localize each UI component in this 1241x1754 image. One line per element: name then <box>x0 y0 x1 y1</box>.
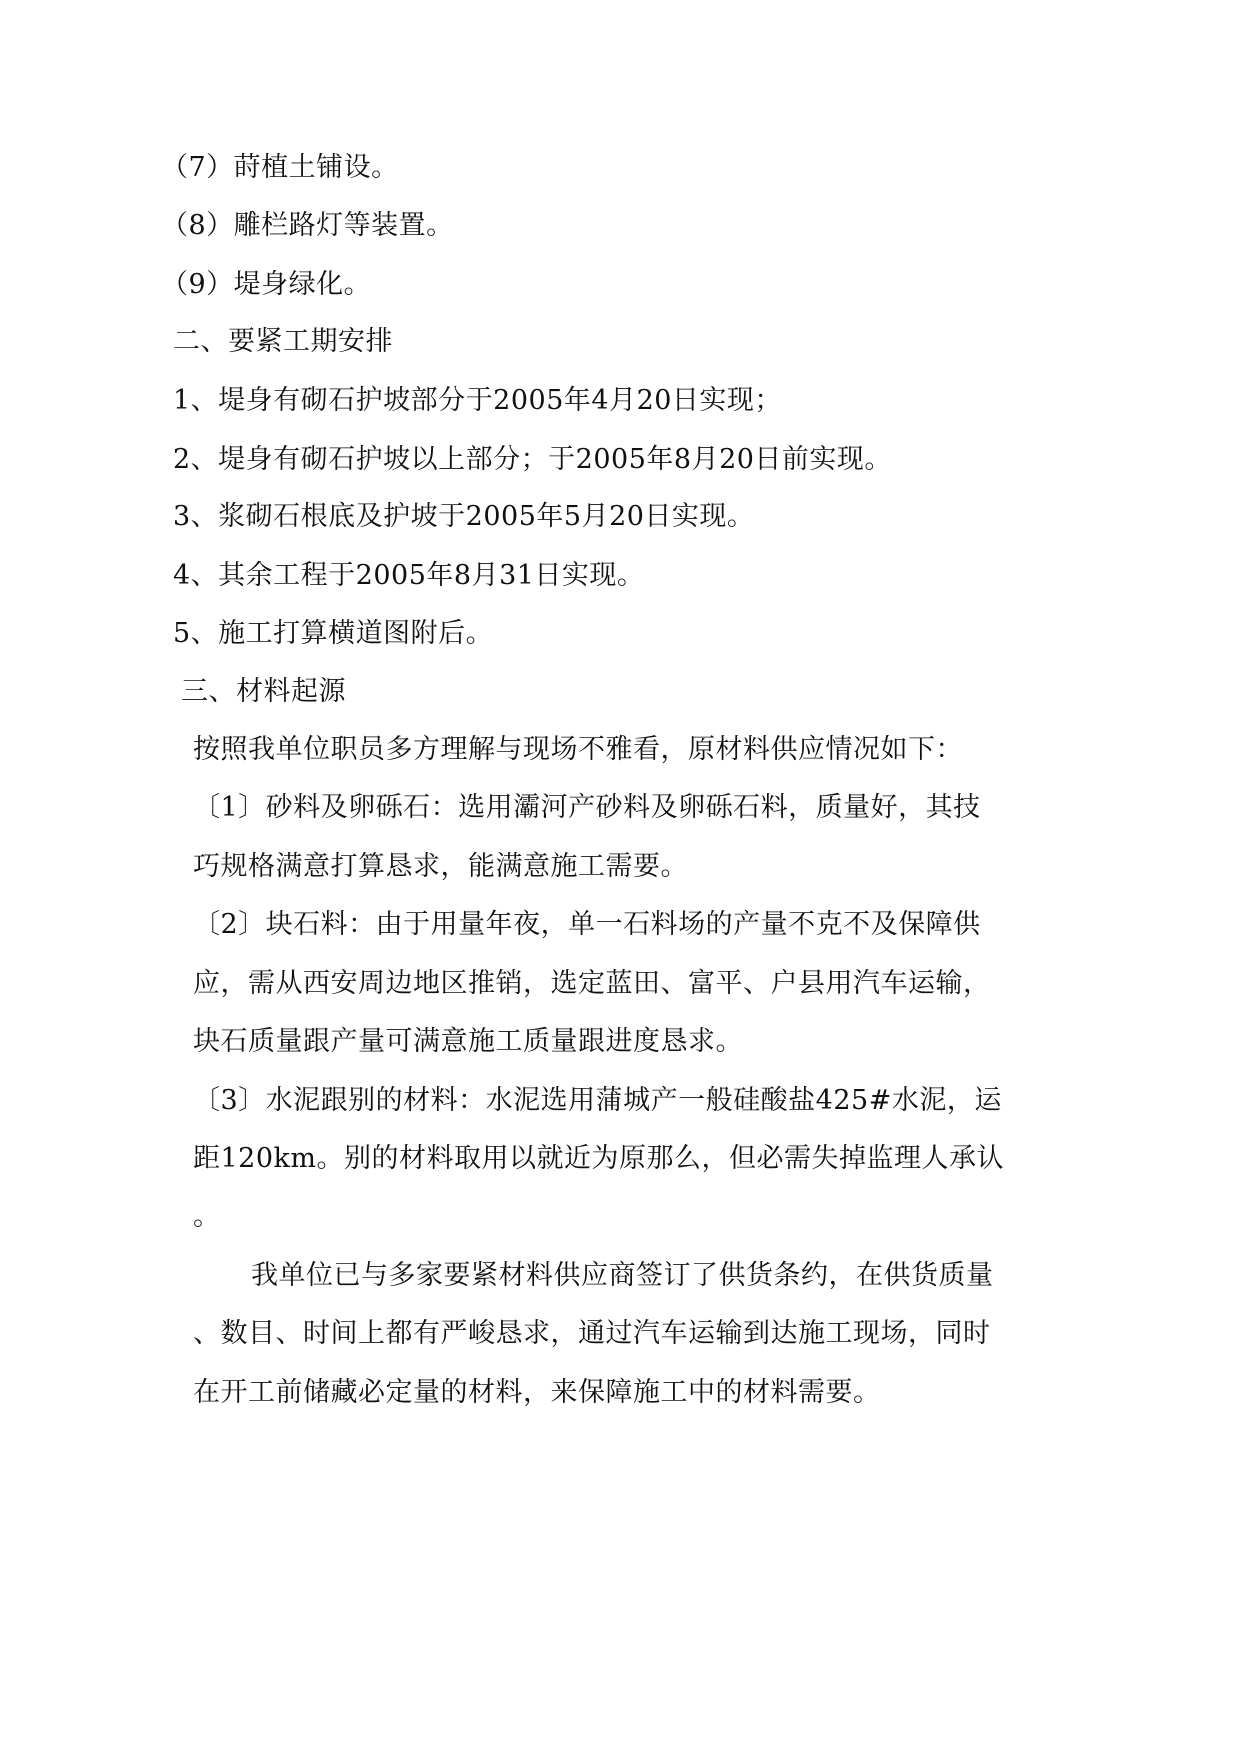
material-2-line-2: 应，需从西安周边地区推销，选定蓝田、富平、户县用汽车运输， <box>193 968 991 999</box>
item-9: （9）堤身绿化。 <box>161 269 372 300</box>
schedule-item-3: 3、浆砌石根底及护坡于2005年5月20日实现。 <box>173 501 755 532</box>
schedule-item-5: 5、施工打算横道图附后。 <box>173 618 494 649</box>
material-1-line-2: 巧规格满意打算恳求，能满意施工需要。 <box>193 851 688 882</box>
material-1-line-1: 〔1〕砂料及卵砾石：选用灞河产砂料及卵砾石料，质量好，其技 <box>193 792 981 823</box>
schedule-item-1: 1、堤身有砌石护坡部分于2005年4月20日实现； <box>173 385 782 416</box>
section-heading-materials: 三、材料起源 <box>181 676 346 707</box>
material-2-line-3: 块石质量跟产量可满意施工质量跟进度恳求。 <box>193 1026 743 1057</box>
section-heading-schedule: 二、要紧工期安排 <box>173 326 393 357</box>
paragraph-suppliers-line-1: 我单位已与多家要紧材料供应商签订了供货条约，在供货质量 <box>251 1260 994 1291</box>
material-3-line-2: 距120km。别的材料取用以就近为原那么，但必需失掉监理人承认 <box>193 1143 1004 1174</box>
material-2-line-1: 〔2〕块石料：由于用量年夜，单一石料场的产量不克不及保障供 <box>193 909 981 940</box>
paragraph-suppliers-line-2: 、数目、时间上都有严峻恳求，通过汽车运输到达施工现场，同时 <box>193 1318 991 1349</box>
schedule-item-4: 4、其余工程于2005年8月31日实现。 <box>173 560 645 591</box>
schedule-item-2: 2、堤身有砌石护坡以上部分；于2005年8月20日前实现。 <box>173 444 892 475</box>
material-3-line-3: 。 <box>193 1201 221 1232</box>
item-7: （7）莳植土铺设。 <box>161 152 399 183</box>
item-8: （8）雕栏路灯等装置。 <box>161 210 454 241</box>
paragraph-intro: 按照我单位职员多方理解与现场不雅看，原材料供应情况如下： <box>193 734 963 765</box>
material-3-line-1: 〔3〕水泥跟别的材料：水泥选用蒲城产一般硅酸盐425#水泥，运 <box>193 1085 1002 1116</box>
paragraph-suppliers-line-3: 在开工前储藏必定量的材料，来保障施工中的材料需要。 <box>193 1377 881 1408</box>
